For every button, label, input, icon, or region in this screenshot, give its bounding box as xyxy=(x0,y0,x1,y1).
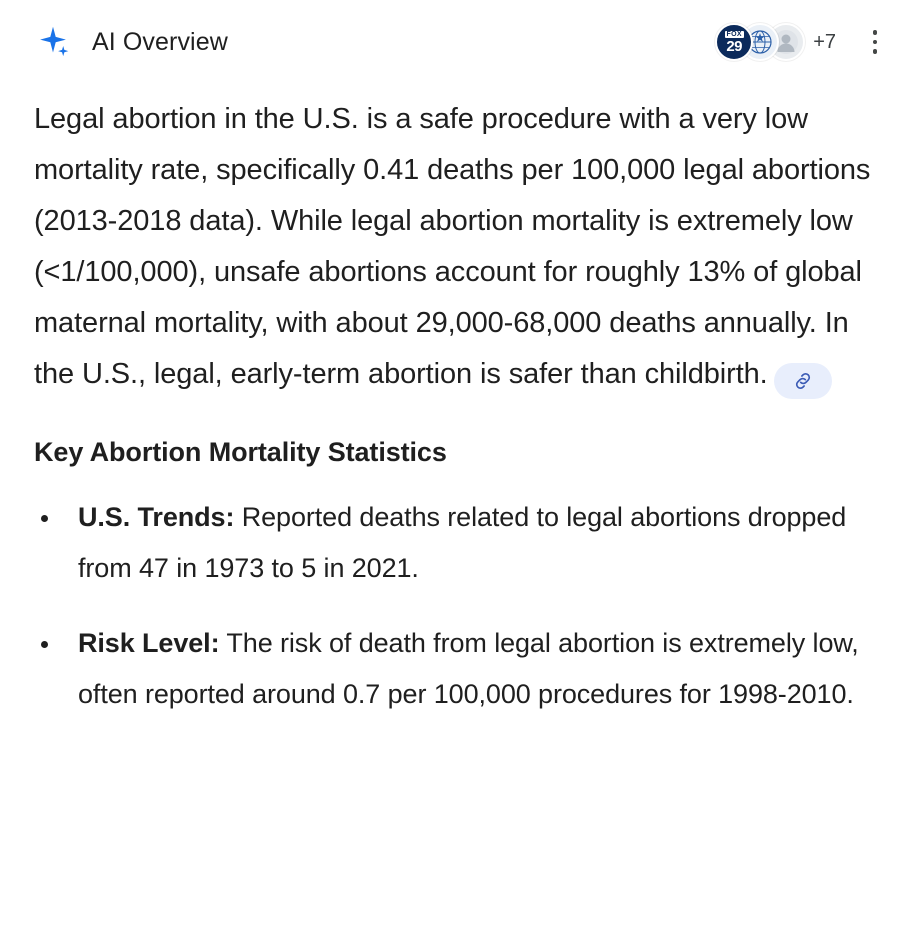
list-item-lead: U.S. Trends: xyxy=(78,502,235,532)
ai-overview-header xyxy=(34,0,888,74)
statistics-list xyxy=(34,492,888,720)
list-item xyxy=(34,492,888,594)
summary-text: Legal abortion in the U.S. is a safe procedure with a very low mortality rate, specifically 0.41 deaths per 100,000 legal abortions (2013-2018 data). While legal abortion mortality is extremely low (<1/100,000), unsafe abortions account for roughly 13% of global maternal mortality, with about 29,000-68,000 deaths annually. In the U.S., legal, early-term abortion is safer than childbirth. xyxy=(34,103,871,390)
summary-paragraph xyxy=(34,94,888,400)
header-actions xyxy=(715,22,888,62)
section-title: Key Abortion Mortality Statistics xyxy=(34,437,447,467)
fox29-source-bottom-label: 29 xyxy=(726,37,743,55)
kebab-dot xyxy=(873,30,878,35)
kebab-dot xyxy=(873,49,878,54)
link-icon[interactable] xyxy=(774,363,832,399)
kebab-menu-icon[interactable] xyxy=(862,25,888,59)
page-title: AI Overview xyxy=(92,27,228,56)
kebab-dot xyxy=(873,40,878,45)
fox29-source-icon[interactable] xyxy=(715,23,753,61)
fox29-source-top-label: FOX xyxy=(726,30,742,38)
sparkle-icon xyxy=(36,25,70,59)
list-item-text: The risk of death from legal abortion is extremely low, often reported around 0.7 per 100,000 procedures for 1998-2010. xyxy=(78,628,859,709)
list-item-text: Reported deaths related to legal abortions dropped from 47 in 1973 to 5 in 2021. xyxy=(78,502,847,583)
list-item xyxy=(34,618,888,720)
more-sources-count[interactable]: +7 xyxy=(813,30,836,53)
list-item-lead: Risk Level: xyxy=(78,628,220,658)
source-avatars[interactable] xyxy=(715,22,836,62)
